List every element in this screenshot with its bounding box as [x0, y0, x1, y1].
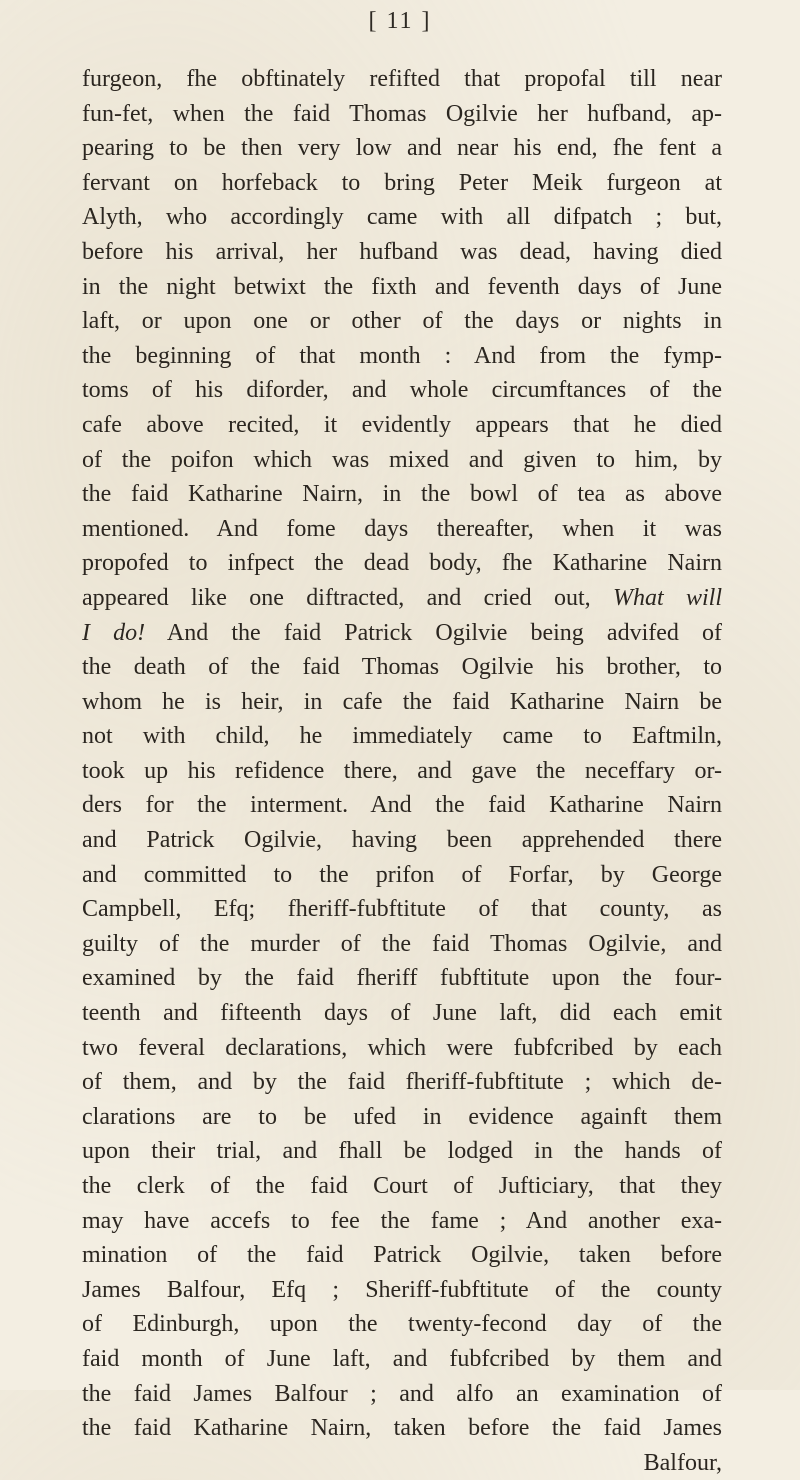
- line-text: examined by the faid fheriff fubftitute upon the four-: [82, 965, 722, 992]
- line-text: two feveral declarations, which were fubfcribed by each: [82, 1034, 722, 1061]
- line-text: not with child, he immediately came to Eaftmiln,: [82, 723, 722, 750]
- line-text: may have accefs to fee the fame ; And another exa-: [82, 1207, 722, 1234]
- text-line: [82, 858, 722, 893]
- text-line: [82, 200, 722, 235]
- italic-text: What will: [612, 584, 722, 611]
- text-line: [82, 616, 722, 651]
- text-line: [82, 1169, 722, 1204]
- line-text: in the night betwixt the fixth and feventh days of June: [82, 273, 722, 300]
- line-text: took up his refidence there, and gave the neceffary or-: [82, 757, 722, 784]
- text-line: [82, 62, 722, 97]
- text-line: [82, 1411, 722, 1446]
- line-text: of the poifon which was mixed and given to him, by: [82, 446, 722, 473]
- text-line: [82, 304, 722, 339]
- line-text: the death of the faid Thomas Ogilvie his brother, to: [82, 654, 722, 681]
- line-text: laft, or upon one or other of the days or nights in: [82, 308, 722, 335]
- line-text: mination of the faid Patrick Ogilvie, taken before: [82, 1242, 722, 1269]
- line-text: the faid Katharine Nairn, in the bowl of tea as above: [82, 481, 722, 508]
- text-line: [82, 339, 722, 374]
- text-line: [82, 408, 722, 443]
- text-line: [82, 1446, 722, 1480]
- text-line: [82, 788, 722, 823]
- text-line: [82, 97, 722, 132]
- line-text: of them, and by the faid fheriff-fubftitute ; which de-: [82, 1069, 722, 1096]
- line-text: fervant on horfeback to bring Peter Meik furgeon at: [82, 169, 722, 196]
- text-line: [82, 927, 722, 962]
- line-text: upon their trial, and fhall be lodged in the hands of: [82, 1138, 722, 1165]
- text-line: [82, 581, 722, 616]
- line-text: the faid James Balfour ; and alfo an examination of: [82, 1380, 722, 1407]
- body-text: [82, 62, 722, 1480]
- text-line: [82, 1031, 722, 1066]
- text-line: [82, 235, 722, 270]
- text-line: [82, 1065, 722, 1100]
- text-line: [82, 373, 722, 408]
- line-text: toms of his diforder, and whole circumftances of the: [82, 377, 722, 404]
- text-line: [82, 1238, 722, 1273]
- text-line: [82, 1204, 722, 1239]
- line-text: Alyth, who accordingly came with all difpatch ; but,: [82, 204, 722, 231]
- line-text: And the faid Patrick Ogilvie being advifed of: [145, 619, 722, 646]
- text-line: [82, 546, 722, 581]
- text-line: [82, 1273, 722, 1308]
- line-text: the faid Katharine Nairn, taken before the faid James: [82, 1415, 722, 1442]
- text-line: [82, 650, 722, 685]
- line-text: faid month of June laft, and fubfcribed by them and: [82, 1345, 722, 1372]
- line-text: whom he is heir, in cafe the faid Katharine Nairn be: [82, 688, 722, 715]
- text-line: [82, 996, 722, 1031]
- line-text: guilty of the murder of the faid Thomas Ogilvie, and: [82, 930, 722, 957]
- line-text: cafe above recited, it evidently appears that he died: [82, 411, 722, 438]
- page-number: [ 11 ]: [368, 8, 432, 34]
- text-line: [82, 477, 722, 512]
- line-text: the clerk of the faid Court of Jufticiary, that they: [82, 1173, 722, 1199]
- line-text: Campbell, Efq; fheriff-fubftitute of that county, as: [82, 896, 722, 923]
- text-line: [82, 512, 722, 547]
- line-text: ders for the interment. And the faid Katharine Nairn: [82, 792, 722, 819]
- line-text: furgeon, fhe obftinately refifted that propofal till near: [82, 66, 722, 92]
- text-line: [82, 270, 722, 305]
- text-line: [82, 961, 722, 996]
- line-text: before his arrival, her hufband was dead, having died: [82, 238, 722, 265]
- italic-text: I do!: [82, 619, 146, 646]
- text-line: [82, 443, 722, 478]
- text-line: [82, 1100, 722, 1135]
- line-text: Balfour,: [643, 1449, 722, 1476]
- line-text: and Patrick Ogilvie, having been apprehended there: [82, 827, 722, 854]
- line-text: appeared like one diftracted, and cried out,: [82, 584, 613, 611]
- text-line: [82, 823, 722, 858]
- text-line: [82, 892, 722, 927]
- text-line: [82, 719, 722, 754]
- line-text: pearing to be then very low and near his end, fhe fent a: [82, 135, 722, 162]
- line-text: James Balfour, Efq ; Sheriff-fubftitute of the county: [82, 1276, 722, 1303]
- line-text: the beginning of that month : And from the fymp-: [82, 342, 722, 369]
- line-text: mentioned. And fome days thereafter, when it was: [82, 515, 722, 542]
- text-line: [82, 754, 722, 789]
- text-line: [82, 1307, 722, 1342]
- line-text: and committed to the prifon of Forfar, by George: [82, 861, 722, 888]
- text-line: [82, 1134, 722, 1169]
- text-line: [82, 685, 722, 720]
- line-text: clarations are to be ufed in evidence againft them: [82, 1103, 722, 1130]
- text-line: [82, 1377, 722, 1412]
- text-line: [82, 1342, 722, 1377]
- line-text: teenth and fifteenth days of June laft, did each emit: [82, 1000, 722, 1027]
- text-line: [82, 166, 722, 201]
- text-line: [82, 131, 722, 166]
- line-text: of Edinburgh, upon the twenty-fecond day of the: [82, 1311, 722, 1338]
- line-text: propofed to infpect the dead body, fhe Katharine Nairn: [82, 550, 722, 577]
- line-text: fun-fet, when the faid Thomas Ogilvie her hufband, ap-: [82, 100, 722, 127]
